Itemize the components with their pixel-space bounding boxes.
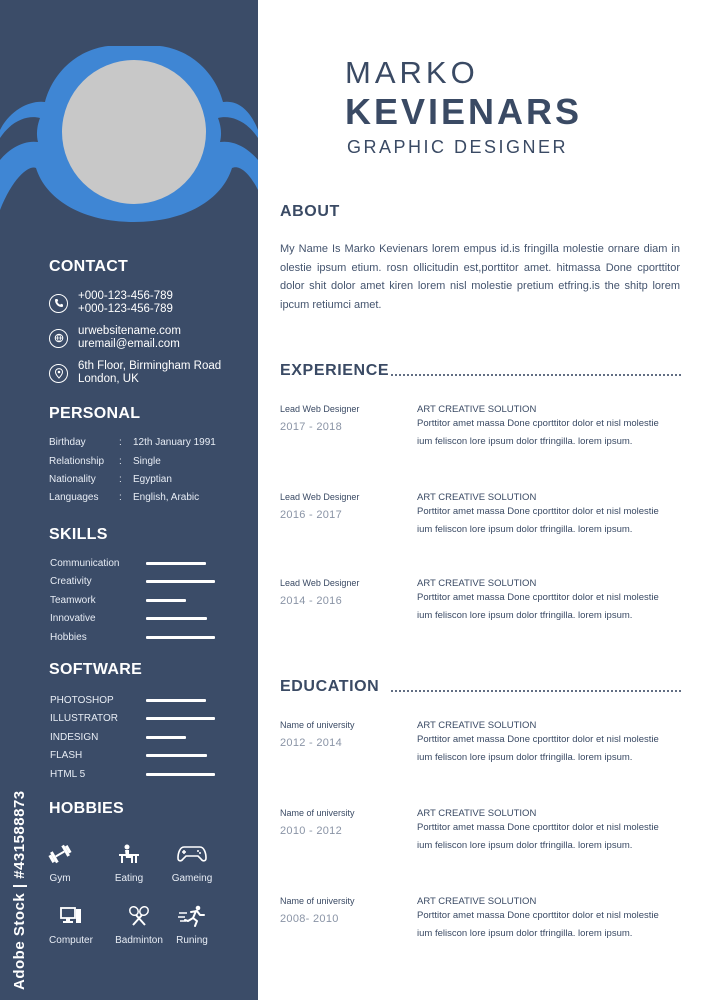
entry-role: Name of university xyxy=(280,720,355,730)
skills-label: Creativity xyxy=(50,576,92,587)
skills-level-bar xyxy=(146,636,215,639)
entry-organization: ART CREATIVE SOLUTION xyxy=(417,720,537,731)
personal-value: English, Arabic xyxy=(133,492,200,503)
software-heading: SOFTWARE xyxy=(49,661,143,678)
website-link[interactable]: urwebsitename.com xyxy=(78,325,181,337)
personal-key: Languages xyxy=(49,492,99,503)
dumbbell-icon xyxy=(30,843,90,865)
entry-years: 2017 - 2018 xyxy=(280,421,343,433)
hobby-label: Computer xyxy=(49,935,93,946)
sidebar xyxy=(0,0,258,1000)
entry-description-line: ium feliscon lore ipsum dolor tfringilla. lorem ipsum. xyxy=(417,752,633,763)
computer-icon xyxy=(41,905,101,927)
personal-row xyxy=(49,492,249,503)
personal-row xyxy=(49,456,249,467)
phone-icon xyxy=(49,294,68,313)
skills-level-bar xyxy=(146,580,215,583)
personal-separator: : xyxy=(119,492,122,503)
address-line-2: London, UK xyxy=(78,373,139,385)
personal-value: 12th January 1991 xyxy=(133,437,216,448)
gamepad-icon xyxy=(162,843,222,865)
personal-key: Nationality xyxy=(49,474,96,485)
about-heading: ABOUT xyxy=(280,203,340,220)
personal-key: Birthday xyxy=(49,437,86,448)
hobby-eating xyxy=(99,843,159,884)
personal-value: Egyptian xyxy=(133,474,172,485)
entry-role: Name of university xyxy=(280,896,355,906)
personal-row xyxy=(49,474,249,485)
entry-role: Lead Web Designer xyxy=(280,578,360,588)
hobby-computer xyxy=(41,905,101,946)
skills-row xyxy=(50,631,230,643)
personal-separator: : xyxy=(119,437,122,448)
hobby-gaming xyxy=(162,843,222,884)
software-level-bar xyxy=(146,736,186,739)
skills-row xyxy=(50,613,230,625)
entry-description-line: ium feliscon lore ipsum dolor tfringilla. lorem ipsum. xyxy=(417,928,633,939)
phone-secondary[interactable]: +000-123-456-789 xyxy=(78,303,173,315)
software-level-bar xyxy=(146,773,215,776)
entry-description-line: Porttitor amet massa Done cporttitor dolor et nisl molestie xyxy=(417,506,659,517)
contact-phone xyxy=(49,290,249,316)
hobby-label: Gameing xyxy=(171,873,213,884)
education-divider xyxy=(390,690,682,692)
profile-photo xyxy=(62,60,206,204)
software-row xyxy=(50,713,230,725)
entry-organization: ART CREATIVE SOLUTION xyxy=(417,808,537,819)
entry-organization: ART CREATIVE SOLUTION xyxy=(417,896,537,907)
skills-label: Communication xyxy=(50,557,120,569)
software-row xyxy=(50,694,230,706)
personal-row xyxy=(49,437,249,448)
runner-icon xyxy=(162,905,222,927)
skills-row xyxy=(50,594,230,606)
software-label: PHOTOSHOP xyxy=(50,694,114,706)
hobby-running xyxy=(162,905,222,946)
personal-heading: PERSONAL xyxy=(49,405,141,422)
entry-description-line: Porttitor amet massa Done cporttitor dolor et nisl molestie xyxy=(417,592,659,603)
experience-divider xyxy=(390,374,682,376)
experience-heading: EXPERIENCE xyxy=(280,362,390,379)
skills-level-bar xyxy=(146,617,207,620)
hobbies-heading: HOBBIES xyxy=(49,800,124,817)
personal-separator: : xyxy=(119,474,122,485)
education-heading: EDUCATION xyxy=(280,678,380,695)
hobby-label: Eating xyxy=(114,873,144,884)
software-level-bar xyxy=(146,717,215,720)
entry-years: 2014 - 2016 xyxy=(280,595,343,607)
skills-label: Innovative xyxy=(50,613,96,624)
globe-icon xyxy=(49,329,68,348)
contact-heading: CONTACT xyxy=(49,258,129,275)
skills-row xyxy=(50,557,230,569)
skills-level-bar xyxy=(146,562,206,565)
entry-years: 2010 - 2012 xyxy=(280,825,343,837)
about-text: My Name Is Marko Kevienars lorem empus id.is fringilla molestie ornare diam in olestie ipsum etium. rosn ollicitudin est,porttitor amet. hitmassa Done cporttitor dolor shit dolor amet kiren lorem nisl molestie pretium etfring.is the shitp lorem ipcum retiumci amet. xyxy=(280,243,680,311)
hobby-label: Runing xyxy=(176,935,208,946)
hobby-label: Gym xyxy=(49,873,71,884)
software-label: ILLUSTRATOR xyxy=(50,713,118,724)
entry-role: Lead Web Designer xyxy=(280,492,360,502)
contact-address xyxy=(49,360,249,386)
hobby-label: Badminton xyxy=(115,935,163,946)
skills-heading: SKILLS xyxy=(49,526,108,543)
skills-label: Hobbies xyxy=(50,631,87,643)
location-pin-icon xyxy=(49,364,68,383)
software-label: FLASH xyxy=(50,750,83,761)
skills-label: Teamwork xyxy=(50,594,96,606)
software-level-bar xyxy=(146,754,207,757)
software-label: HTML 5 xyxy=(50,768,86,780)
address-line-1: 6th Floor, Birmingham Road xyxy=(78,360,222,372)
skills-level-bar xyxy=(146,599,186,602)
phone-primary[interactable]: +000-123-456-789 xyxy=(78,290,173,302)
dining-icon xyxy=(99,843,159,865)
software-row xyxy=(50,750,230,762)
entry-years: 2012 - 2014 xyxy=(280,737,343,749)
entry-organization: ART CREATIVE SOLUTION xyxy=(417,492,537,503)
software-label: INDESIGN xyxy=(50,731,99,743)
entry-description-line: ium feliscon lore ipsum dolor tfringilla. lorem ipsum. xyxy=(417,436,633,447)
entry-description-line: ium feliscon lore ipsum dolor tfringilla. lorem ipsum. xyxy=(417,840,633,851)
entry-description-line: ium feliscon lore ipsum dolor tfringilla. lorem ipsum. xyxy=(417,610,633,621)
entry-role: Lead Web Designer xyxy=(280,404,360,414)
entry-description-line: Porttitor amet massa Done cporttitor dolor et nisl molestie xyxy=(417,734,659,745)
entry-description-line: ium feliscon lore ipsum dolor tfringilla. lorem ipsum. xyxy=(417,524,633,535)
contact-web xyxy=(49,325,249,351)
email-link[interactable]: uremail@email.com xyxy=(78,338,180,350)
entry-years: 2016 - 2017 xyxy=(280,509,343,521)
hobby-gym xyxy=(30,843,90,884)
software-row xyxy=(50,731,230,743)
first-name: MARKO xyxy=(345,55,479,90)
personal-separator: : xyxy=(119,456,122,467)
job-title: GRAPHIC DESIGNER xyxy=(347,137,569,157)
entry-years: 2008- 2010 xyxy=(280,913,339,925)
stock-watermark: Adobe Stock | #431588873 xyxy=(11,790,28,990)
entry-role: Name of university xyxy=(280,808,355,818)
personal-value: Single xyxy=(133,456,161,467)
badminton-icon xyxy=(109,905,169,927)
last-name: KEVIENARS xyxy=(345,91,583,132)
hobby-badminton xyxy=(109,905,169,946)
entry-description-line: Porttitor amet massa Done cporttitor dolor et nisl molestie xyxy=(417,822,659,833)
software-level-bar xyxy=(146,699,206,702)
software-row xyxy=(50,768,230,780)
entry-description-line: Porttitor amet massa Done cporttitor dolor et nisl molestie xyxy=(417,418,659,429)
entry-organization: ART CREATIVE SOLUTION xyxy=(417,578,537,589)
skills-row xyxy=(50,576,230,588)
entry-description-line: Porttitor amet massa Done cporttitor dolor et nisl molestie xyxy=(417,910,659,921)
personal-key: Relationship xyxy=(49,456,105,467)
entry-organization: ART CREATIVE SOLUTION xyxy=(417,404,537,415)
